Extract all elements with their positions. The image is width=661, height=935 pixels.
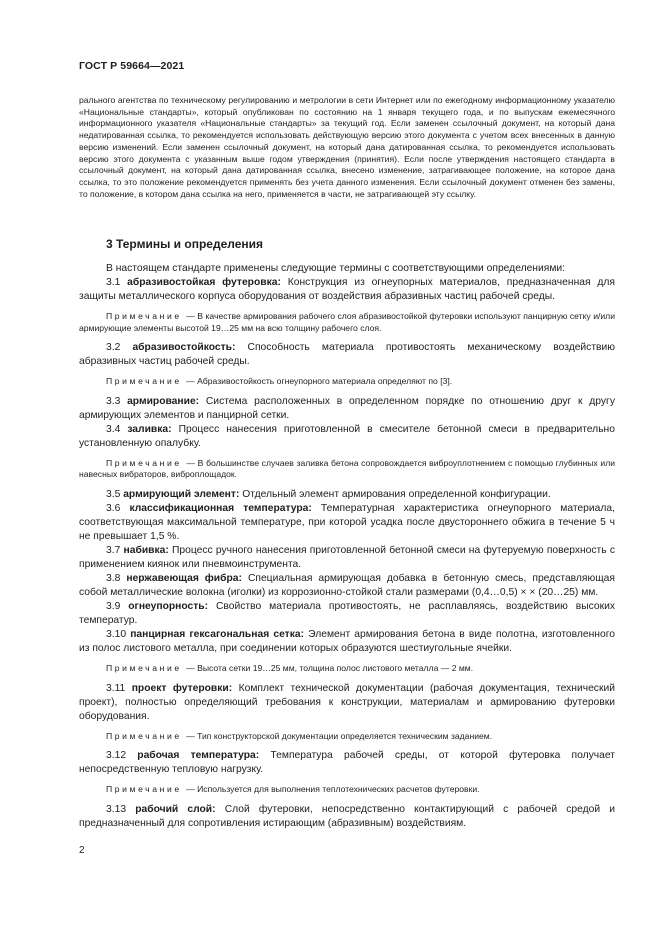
section-lead: В настоящем стандарте применены следующие термины с соответствующими определениями: — [106, 263, 566, 274]
term-item: 3.5 армирующий элемент: Отдельный элемент армирования определенной конфигурации. — [106, 488, 551, 500]
term-name: панцирная гексагональная сетка: — [130, 628, 305, 640]
term-definition: Процесс нанесения приготовленной в смесителе бетонной смеси в предварительно установленную опалубку. — [79, 423, 615, 449]
term-definition: Свойство материала противостоять, не расплавляясь, воздействию высоких температур. — [79, 600, 615, 626]
term-item: 3.7 набивка: Процесс ручного нанесения приготовленной бетонной смеси на футеруемую поверхность с применением киянок или пневмоинструмента. — [79, 544, 615, 570]
term-name: рабочий слой: — [135, 803, 216, 815]
term-definition: Комплект технической документации (рабочая документация, технический проект), полностью определяющий требования к конструкции, материалам и армированию футеровки оборудования. — [79, 682, 615, 722]
term-item: 3.11 проект футеровки: Комплект технической документации (рабочая документация, технический проект), полностью определяющий требования к конструкции, материалам и армированию футеровки оборудования. — [79, 682, 615, 722]
term-definition: Способность материала противостоять механическому воздействию абразивных частиц рабочей среды. — [79, 342, 615, 368]
term-note: Примечание — В большинстве случаев заливка бетона сопровождается виброуплотнением с помощью глубинных или навесных вибраторов, виброплощадок. — [79, 457, 616, 480]
term-definition: Элемент армирования бетона в виде полотна, изготовленного из полос листового металла, при соединении которых образуются шестиугольные ячейки. — [79, 628, 615, 654]
term-name: заливка: — [127, 423, 172, 435]
term-item: 3.6 классификационная температура: Температурная характеристика огнеупорного материала, соответствующая максимальной температуре, при которой усадка после двустороннего обжига в течение 5 ч не превышает 1,5 %. — [79, 502, 615, 542]
section-title: 3 Термины и определения — [106, 237, 264, 251]
intro-text: рального агентства по техническому регулированию и метрологии в сети Интернет или по ежегодному информационному указателю «Национальные стандарты», который опубликован по состоянию на 1 января текущего года, и по выпускам ежемесячного информационного указателя «Национальные стандарты» за текущий год. Если заменен ссылочный документ, на который дана недатированная ссылка, то рекомендуется использовать действующую версию этого документа с учетом всех внесенных в данную версию изменений. Если заменен ссылочный документ, на который дана датированная ссылка, то рекомендуется использовать версию этого документа с указанным выше годом утверждения (принятия). Если после утверждения настоящего стандарта в ссылочный документ, на который дана датированная ссылка, внесено изменение, затрагивающее положение, на которое дана ссылка, то это положение рекомендуется применять без учета данного изменения. Если ссылочный документ отменен без замены, то положение, в котором дана ссылка на него, применяется в части, не затрагивающей эту ссылку. — [79, 95, 615, 199]
term-item: 3.9 огнеупорность: Свойство материала противостоять, не расплавляясь, воздействию высоких температур. — [79, 600, 615, 626]
term-name: абразивостойкость: — [132, 342, 236, 354]
term-name: армирующий элемент: — [123, 488, 240, 500]
term-item: 3.1 абразивостойкая футеровка: Конструкция из огнеупорных материалов, предназначенная для защиты металлического корпуса оборудования от воздействия абразивных частиц рабочей среды. — [79, 277, 615, 302]
intro-paragraph — [79, 95, 615, 200]
term-name: рабочая температура: — [137, 750, 260, 762]
page-number: 2 — [79, 845, 85, 856]
term-definition: Слой футеровки, непосредственно контактирующий с рабочей средой и предназначенный для сопротивления истирающим (абразивным) воздействиям. — [79, 803, 615, 829]
term-name: огнеупорность: — [128, 600, 209, 612]
section-body — [79, 262, 615, 831]
term-name: нержавеющая фибра: — [126, 572, 242, 584]
term-note: Примечание — Тип конструкторской документации определяется техническим заданием. — [106, 730, 493, 741]
term-item: 3.4 заливка: Процесс нанесения приготовленной в смесителе бетонной смеси в предварительно установленную опалубку. — [79, 423, 615, 449]
term-definition: Система расположенных в определенном порядке по отношению друг к другу армирующих элементов и панцирной сетки. — [79, 395, 615, 421]
term-definition: Специальная армирующая добавка в бетонную смесь, представляющая собой металлические волокна (иголки) из коррозионно-стойкой стали размерами (0,4…0,5) × × (20…25) мм. — [79, 572, 615, 598]
term-item: 3.13 рабочий слой: Слой футеровки, непосредственно контактирующий с рабочей средой и предназначенный для сопротивления истирающим (абразивным) воздействиям. — [79, 803, 615, 829]
term-item: 3.12 рабочая температура: Температура рабочей среды, от которой футеровка получает непосредственную тепловую нагрузку. — [79, 750, 615, 776]
term-definition: Температура рабочей среды, от которой футеровка получает непосредственную тепловую нагрузку. — [79, 750, 615, 776]
term-item: 3.3 армирование: Система расположенных в определенном порядке по отношению друг к другу армирующих элементов и панцирной сетки. — [79, 395, 615, 421]
term-name: абразивостойкая футеровка: — [127, 277, 281, 288]
term-definition: Процесс ручного нанесения приготовленной бетонной смеси на футеруемую поверхность с применением киянок или пневмоинструмента. — [79, 544, 615, 570]
term-definition: Конструкция из огнеупорных материалов, предназначенная для защиты металлического корпуса оборудования от воздействия абразивных частиц рабочей среды. — [79, 277, 615, 302]
term-note: Примечание — В качестве армирования рабочего слоя абразивостойкой футеровки используют панцирную сетку и/или армирующие элементы высотой 19…25 мм на всю толщину рабочего слоя. — [79, 311, 615, 333]
term-name: классификационная температура: — [129, 502, 312, 514]
term-note: Примечание — Высота сетки 19…25 мм, толщина полос листового металла — 2 мм. — [106, 662, 474, 673]
document-header: ГОСТ Р 59664—2021 — [79, 60, 185, 72]
term-name: набивка: — [123, 544, 169, 556]
term-note: Примечание — Используется для выполнения теплотехнических расчетов футеровки. — [106, 784, 480, 795]
term-item: 3.2 абразивостойкость: Способность материала противостоять механическому воздействию абразивных частиц рабочей среды. — [79, 342, 615, 368]
term-item: 3.10 панцирная гексагональная сетка: Элемент армирования бетона в виде полотна, изготовленного из полос листового металла, при соединении которых образуются шестиугольные ячейки. — [79, 628, 615, 654]
term-item: 3.8 нержавеющая фибра: Специальная армирующая добавка в бетонную смесь, представляющая собой металлические волокна (иголки) из коррозионно-стойкой стали размерами (0,4…0,5) × × (20…25) мм. — [79, 572, 615, 598]
term-name: проект футеровки: — [131, 682, 233, 694]
term-definition: Температурная характеристика огнеупорного материала, соответствующая максимальной температуре, при которой усадка после двустороннего обжига в течение 5 ч не превышает 1,5 %. — [79, 502, 615, 542]
term-definition: Отдельный элемент армирования определенной конфигурации. — [242, 488, 551, 500]
term-name: армирование: — [127, 395, 200, 407]
term-note: Примечание — Абразивостойкость огнеупорного материала определяют по [3]. — [106, 376, 453, 387]
